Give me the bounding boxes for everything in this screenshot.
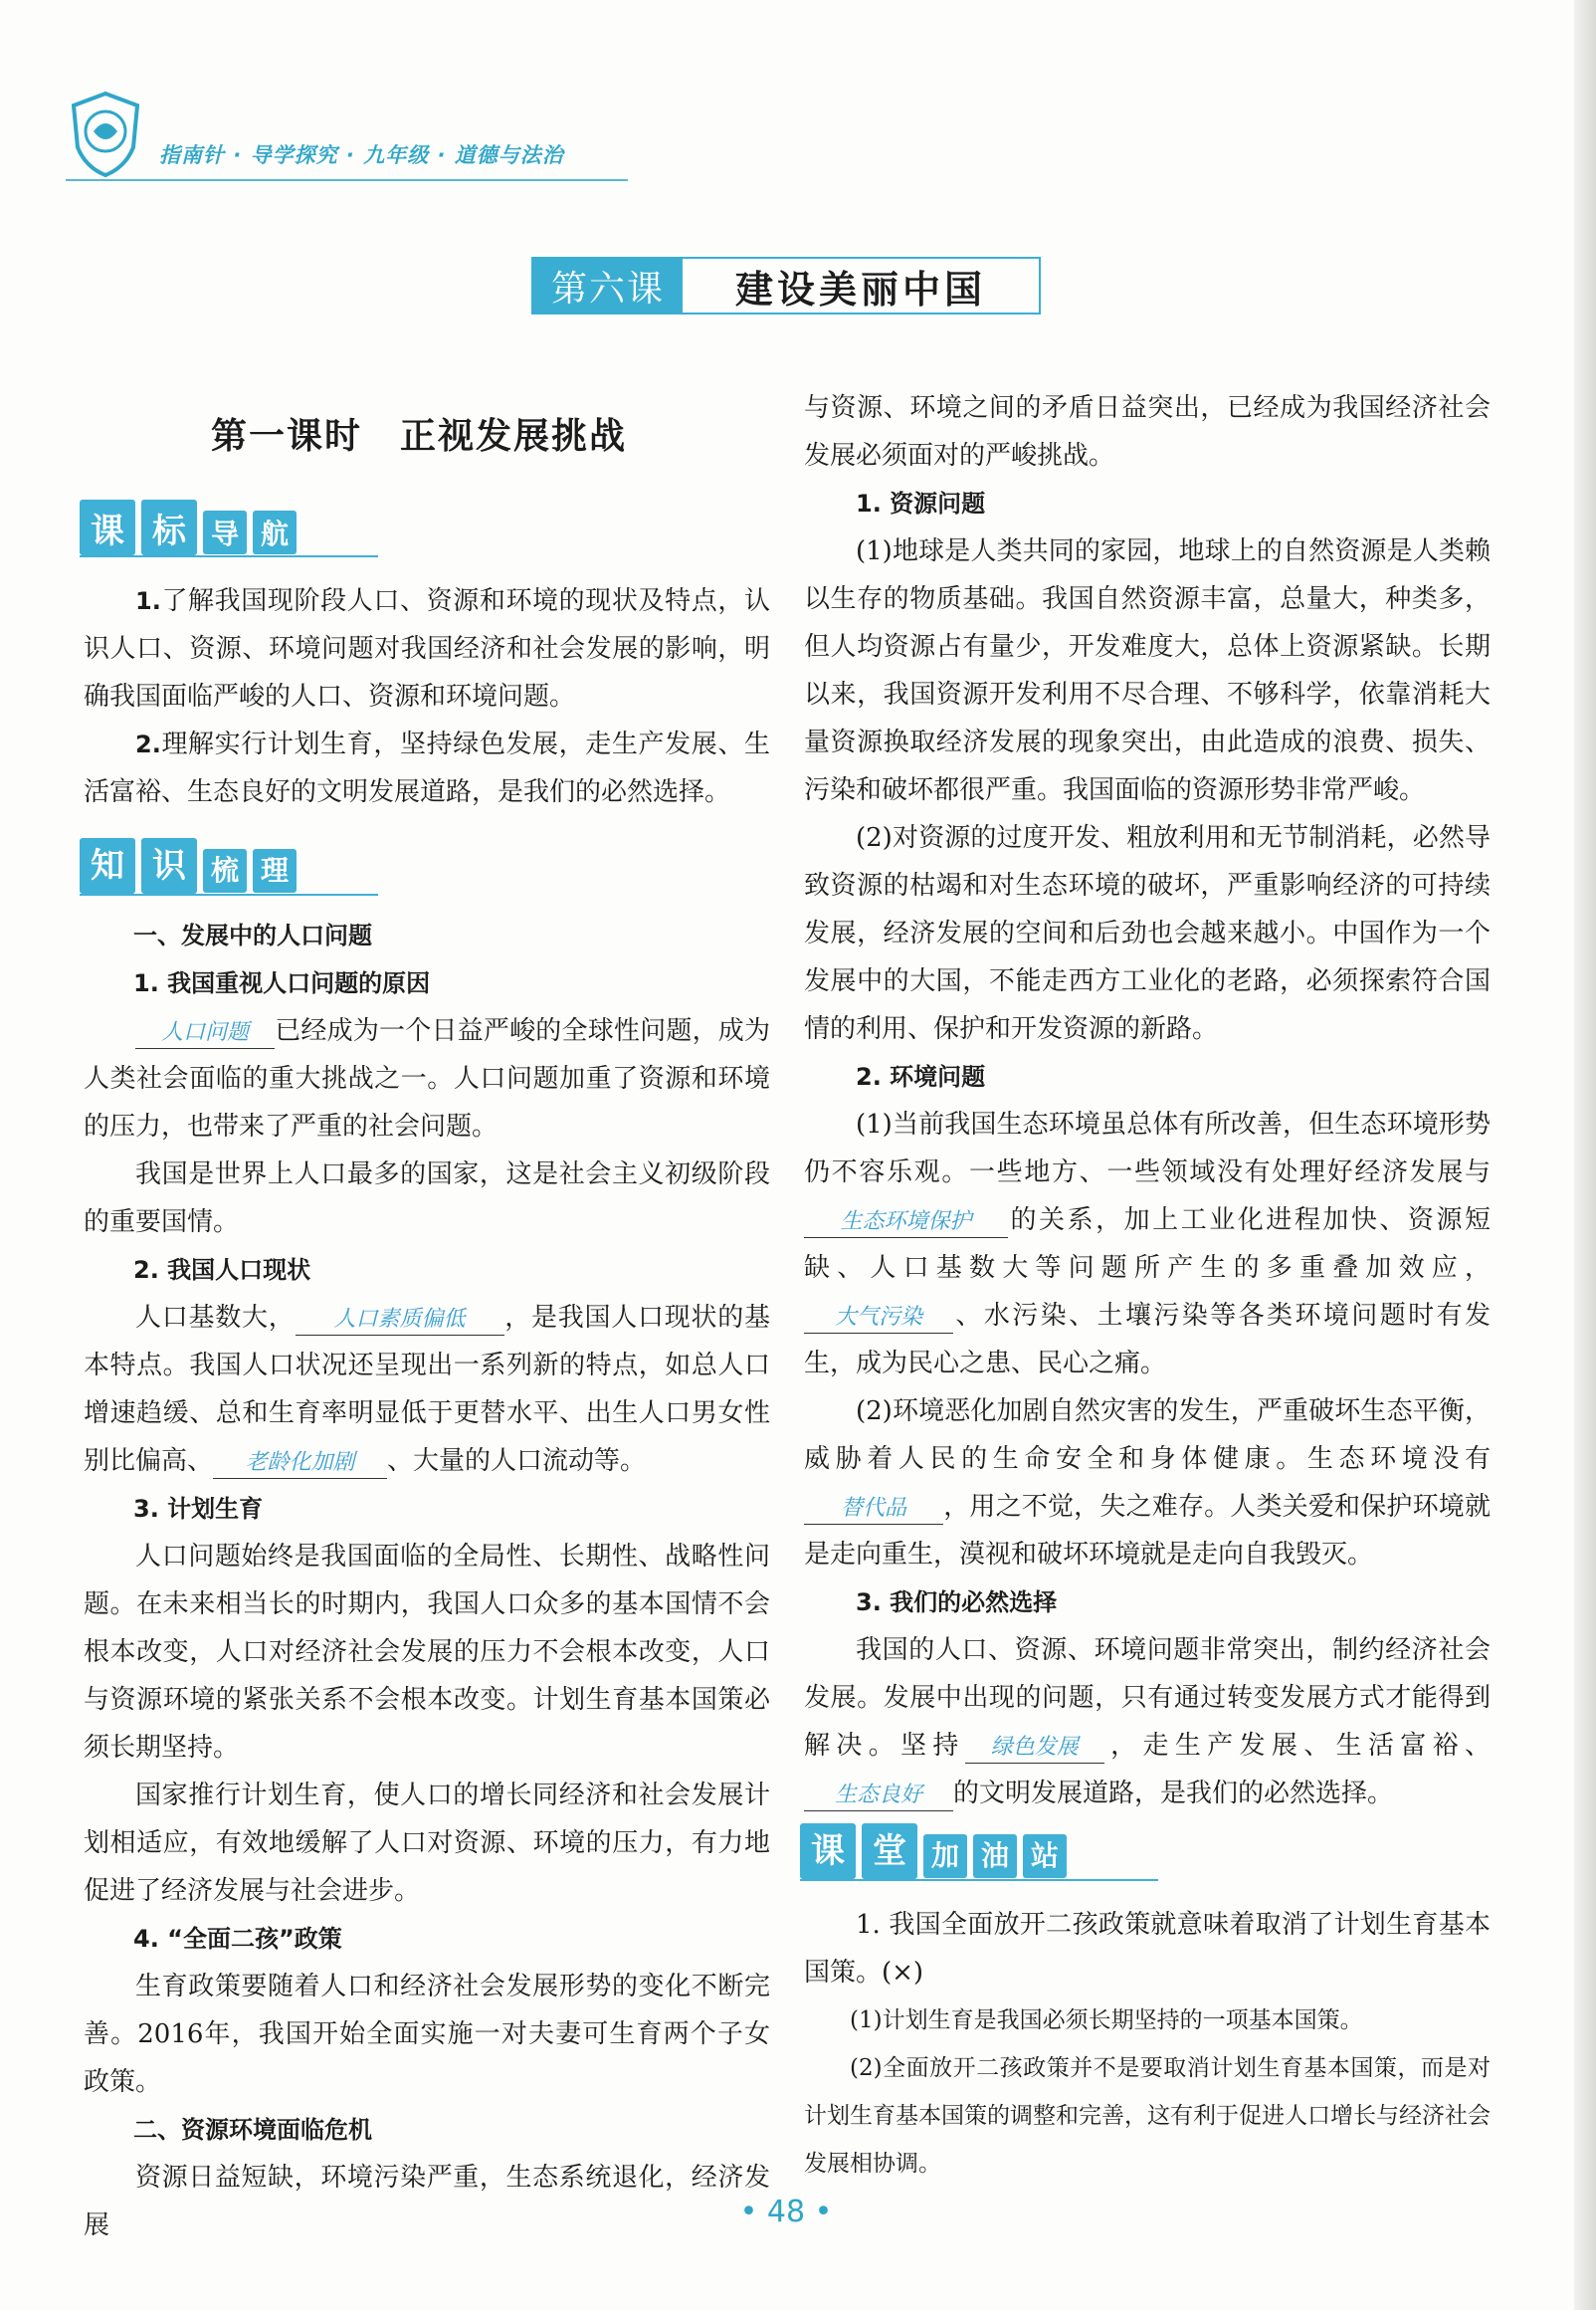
answer-blank: 生态环境保护 xyxy=(804,1207,1008,1238)
paragraph-two-child: 生育政策要随着人口和经济社会发展形势的变化不断完善。2016年，我国开始全面实施一对夫妻可生育两个子女政策。 xyxy=(84,1972,770,2097)
school-shield-logo xyxy=(66,90,145,179)
subheading-family-planning: 3. 计划生育 xyxy=(133,1495,264,1523)
page-number: • 48 • xyxy=(739,2195,833,2229)
knowledge-badge xyxy=(80,836,378,896)
badge-char: 油 xyxy=(973,1834,1017,1878)
subheading-reasons: 1. 我国重视人口问题的原因 xyxy=(133,969,431,997)
lesson-banner xyxy=(531,257,1041,315)
header-rule xyxy=(66,179,628,181)
practice-answer-1: (1)计划生育是我国必须长期坚持的一项基本国策。 xyxy=(850,2007,1363,2033)
answer-blank: 大气污染 xyxy=(804,1303,953,1334)
answer-blank: 绿色发展 xyxy=(965,1733,1104,1764)
practice-answer-2: (2)全面放开二孩政策并不是要取消计划生育基本国策，而是对计划生育基本国策的调整和完善，这有利于促进人口增长与经济社会发展相协调。 xyxy=(804,2055,1491,2177)
subheading-choice: 3. 我们的必然选择 xyxy=(856,1588,1058,1616)
badge-underline xyxy=(800,1879,1158,1881)
header-series: 指南针 · 导学探究 · 九年级 · 道德与法治 xyxy=(159,143,564,167)
badge-char: 站 xyxy=(1023,1834,1067,1878)
practice-badge xyxy=(800,1821,1158,1881)
paragraph-resources-cont: 与资源、环境之间的矛盾日益突出，已经成为我国经济社会发展必须面对的严峻挑战。 xyxy=(804,393,1491,471)
paragraph-national-condition: 我国是世界上人口最多的国家，这是社会主义初级阶段的重要国情。 xyxy=(84,1159,770,1237)
badge-char: 知 xyxy=(80,838,135,894)
badge-char: 课 xyxy=(80,500,135,555)
badge-char: 加 xyxy=(923,1834,967,1878)
paragraph-resource-2: (2)对资源的过度开发、粗放利用和无节制消耗，必然导致资源的枯竭和对生态环境的破坏，严重影响经济的可持续发展，经济发展的空间和后劲也会越来越小。中国作为一个发展中的大国，不能走西方工业化的老路，必须探索符合国情的利用、保护和开发资源的新路。 xyxy=(804,823,1491,1044)
answer-blank: 人口问题 xyxy=(135,1018,275,1049)
lesson-number: 第六课 xyxy=(533,259,683,313)
badge-char: 理 xyxy=(253,849,297,893)
badge-char: 导 xyxy=(203,511,247,554)
paragraph-environment-2: (2)环境恶化加剧自然灾害的发生，严重破坏生态平衡，威胁着人民的生命安全和身体健康。生态环境没有替代品 ，用之不觉，失之难存。人类关爱和保护环境就是走向重生，漠视和破坏环境就是走向自我毁灭。 xyxy=(804,1396,1491,1570)
badge-underline xyxy=(80,894,378,896)
subheading-status: 2. 我国人口现状 xyxy=(133,1256,311,1284)
paragraph-resource-1: (1)地球是人类共同的家园，地球上的自然资源是人类赖以生存的物质基础。我国自然资源丰富，总量大，种类多，但人均资源占有量少，开发难度大，总体上资源紧缺。长期以来，我国资源开发利用不尽合理、不够科学，依靠消耗大量资源换取经济发展的现象突出，由此造成的浪费、损失、污染和破坏都很严重。我国面临的资源形势非常严峻。 xyxy=(804,536,1491,805)
paragraph-reasons: 人口问题 已经成为一个日益严峻的全球性问题，成为人类社会面临的重大挑战之一。人口问题加重了资源和环境的压力，也带来了严重的社会问题。 xyxy=(84,1016,770,1142)
paragraph-family-planning-effect: 国家推行计划生育，使人口的增长同经济和社会发展计划相适应，有效地缓解了人口对资源、环境的压力，有力地促进了经济发展与社会进步。 xyxy=(84,1781,770,1906)
standards-item-2: 2.理解实行计划生育，坚持绿色发展，走生产发展、生活富裕、生态良好的文明发展道路，是我们的必然选择。 xyxy=(84,730,770,807)
paragraph-resources-start: 资源日益短缺，环境污染严重，生态系统退化，经济发展 xyxy=(84,2163,770,2240)
subheading-two-child: 4. “全面二孩”政策 xyxy=(133,1925,342,1953)
heading-resources: 二、资源环境面临危机 xyxy=(133,2116,372,2144)
section-title: 第一课时 正视发展挑战 xyxy=(211,416,628,457)
heading-population: 一、发展中的人口问题 xyxy=(133,922,372,949)
answer-blank: 替代品 xyxy=(804,1494,943,1525)
subheading-environment: 2. 环境问题 xyxy=(856,1063,986,1091)
paragraph-status: 人口基数大， 人口素质偏低 ，是我国人口现状的基本特点。我国人口状况还呈现出一系列新的特点，如总人口增速趋缓、总和生育率明显低于更替水平、出生人口男女性别比偏高、 老龄化加剧 、大量的人口流动等。 xyxy=(84,1294,770,1485)
page-edge xyxy=(1574,0,1596,2310)
practice-question-1: 1. 我国全面放开二孩政策就意味着取消了计划生育基本国策。(×) xyxy=(804,1910,1491,1988)
paragraph-environment-1: (1)当前我国生态环境虽总体有所改善，但生态环境形势仍不容乐观。一些地方、一些领域没有处理好经济发展与生态环境保护 的关系，加上工业化进程加快、资源短缺、人口基数大等问题所产生的多重叠加效应，大气污染 、水污染、土壤污染等各类环境问题时有发生，成为民心之患、民心之痛。 xyxy=(804,1110,1491,1378)
badge-underline xyxy=(80,555,378,557)
badge-char: 标 xyxy=(141,500,197,555)
lesson-title: 建设美丽中国 xyxy=(734,266,986,312)
subheading-resource-problem: 1. 资源问题 xyxy=(856,490,986,518)
badge-char: 课 xyxy=(800,1823,856,1879)
standards-badge xyxy=(80,498,378,557)
standards-item-1: 1.了解我国现阶段人口、资源和环境的现状及特点，认识人口、资源、环境问题对我国经济和社会发展的影响，明确我国面临严峻的人口、资源和环境问题。 xyxy=(84,586,770,712)
badge-char: 航 xyxy=(253,511,297,554)
badge-char: 堂 xyxy=(862,1823,917,1879)
answer-blank: 生态良好 xyxy=(804,1781,953,1811)
answer-blank: 人口素质偏低 xyxy=(296,1305,504,1336)
answer-blank: 老龄化加剧 xyxy=(213,1448,387,1479)
paragraph-choice: 我国的人口、资源、环境问题非常突出，制约经济社会发展。发展中出现的问题，只有通过转变发展方式才能得到解决。坚持 绿色发展 ，走生产发展、生活富裕、生态良好 的文明发展道路，是我们的必然选择。 xyxy=(804,1626,1491,1817)
badge-char: 识 xyxy=(141,838,197,894)
badge-char: 梳 xyxy=(203,849,247,893)
paragraph-family-planning: 人口问题始终是我国面临的全局性、长期性、战略性问题。在未来相当长的时期内，我国人口众多的基本国情不会根本改变，人口对经济社会发展的压力不会根本改变，人口与资源环境的紧张关系不会根本改变。计划生育基本国策必须长期坚持。 xyxy=(84,1542,770,1763)
